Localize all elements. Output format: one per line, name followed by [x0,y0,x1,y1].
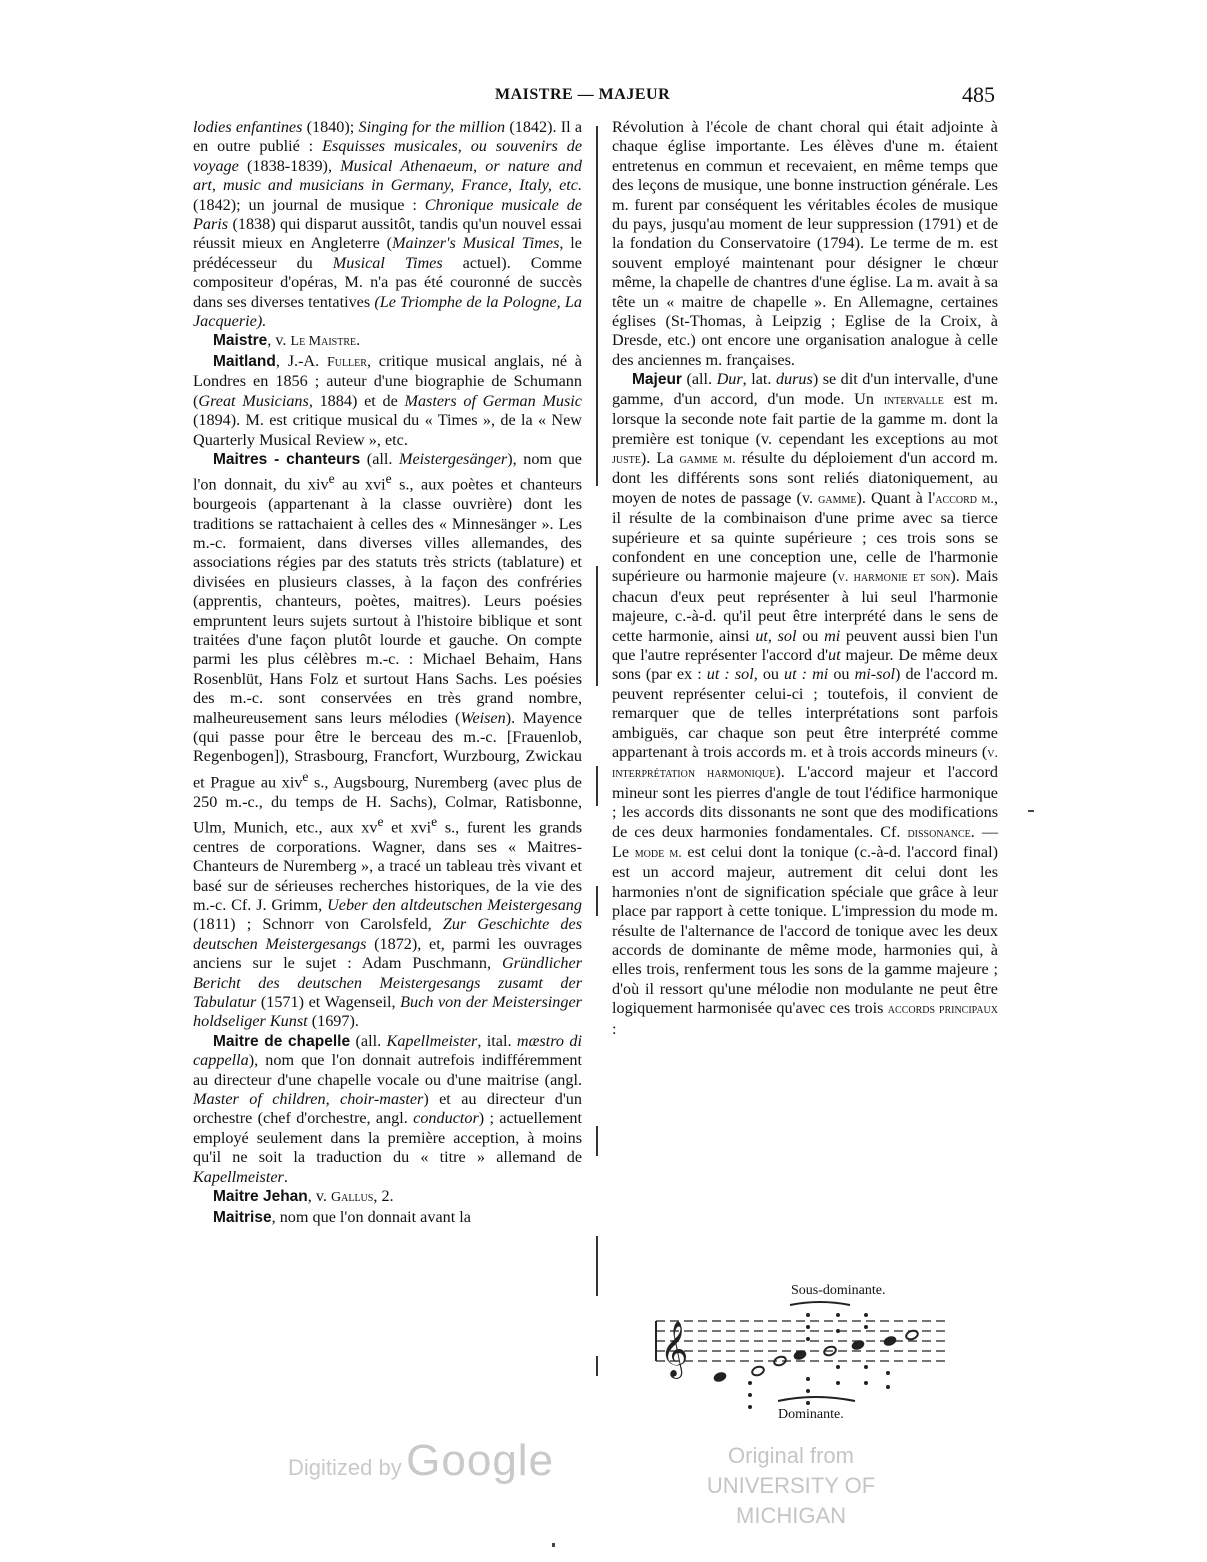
italic-text: ut : sol [706,665,754,684]
scan-speck [552,1543,555,1547]
entry-maitre-jehan [193,1187,582,1207]
italic-text: durus [775,370,813,389]
watermark-original-from: Original from [728,1443,854,1468]
entry-maitre-de-chapelle [193,1032,582,1187]
text-run: ) et au directeur d'un orchestre (chef d'orchestre, angl. [193,1090,582,1128]
text-run: (1697). [307,1012,359,1031]
subdominant-brace [790,1302,850,1305]
text-run: (1840); [302,118,359,136]
dominant-label: Dominante. [778,1407,844,1422]
text-run: au xvi [334,475,386,494]
text-run: actuel). Comme compositeur d'opéras, M. n'a pas été couronné de succès dans ses diverses tentatives [193,253,582,311]
running-header [0,82,1207,112]
text-run: ). Mais chacun d'eux peut représenter à lui seul l'harmonie majeure, c.-à-d. qu'il peut être interprété dans le sens de cette harmonie, ainsi [612,567,998,645]
text-run: et xvi [383,818,432,837]
right-column [612,118,998,1039]
cross-reference: juste [612,451,641,467]
cross-reference: gamme m. [679,451,736,467]
text-run: : [612,1019,617,1038]
text-run: (all. [360,449,400,468]
text-run: , v. [267,331,291,350]
text-run: , ital. [477,1031,517,1050]
text-run: , il résulte de la combinaison d'une prime avec sa tierce supérieure et sa quinte supérieure ; ces trois sons se confondent en une conception une, celle de l'harmonie supérieure ou harmonie majeure ( [612,488,998,586]
text-run: ). Quant à l' [856,488,936,507]
text-run: ). Mayence (qui passe pour être le berceau des m.-c. [Frauenlob, Regenbogen]), Strasbourg, Francfort, Wurzbourg, Zwickau et Prague au xiv [193,708,583,792]
italic-text: Meistergesänger [399,449,508,468]
text-run: (1872), et, parmi les ouvrages anciens sur le sujet : Adam Puschmann, [193,934,583,973]
italic-text: Chronique musicale de Paris [193,195,583,234]
google-logo: Google [406,1436,555,1485]
text-run: (all. [350,1031,387,1050]
entry-headword: Maitres - chanteurs [213,450,361,468]
text-run: (1842). Il a en outre publié : [193,118,583,156]
superscript: e [302,768,309,784]
dominant-brace [778,1397,855,1401]
italic-text: Esquisses musicales, ou souvenirs de voyage [193,137,583,175]
text-run: , J.-A. [275,351,327,370]
cross-reference: Le Maistre [290,334,357,350]
text-run: (1838) qui disparut aussitôt, tandis qu'un nouvel essai réussit mieux en Angleterre ( [193,215,582,253]
text-run: , ou [753,665,785,684]
left-column [193,118,582,1227]
cross-reference: accord m. [935,491,994,507]
cross-reference: v. harmonie et son [837,570,951,586]
text-run: , le prédécesseur du [193,234,582,272]
original-from-watermark [666,1441,916,1531]
text-run: . [356,331,361,350]
text-run: , [767,626,778,645]
text-run: s., aux poètes et chanteurs bourgeois (appartenant à la classe ouvrière) dont les traditions se rattachaient à celles des « Minnesänger ». Les m.-c. formaient, dans diverses villes allemandes, des associations régies par des statuts très stricts (tablature) et divisées en plusieurs classes, à la façon des confréries (apprentis, chanteurs, poètes, maitres). Leurs poésies empruntent leurs sujets surtout à l'histoire biblique et sont traitées d'une façon plutôt lourde et gauche. On compte parmi les plus célèbres m.-c. : Michael Behaim, Hans Rosenblüt, Hans Folz et surtout Hans Sachs. Les poésies des m.-c. sont conservées en très grand nombre, malheureusement sans leurs mélodies ( [193,475,583,727]
running-head-title: MAISTRE — MAJEUR [495,86,671,103]
italic-text: Kapellmeister [386,1031,478,1050]
text-run: ou [828,665,855,684]
entry-headword: Maitrise [213,1208,272,1226]
italic-text: Zur Geschichte des deutschen Meistergesangs [193,915,582,953]
subdominant-label: Sous-dominante. [791,1283,886,1298]
text-run: s., Augsbourg, Nuremberg (avec plus de 250 m.-c., du temps de H. Sachs), Colmar, Ratisbonne, Ulm, Munich, etc., aux xv [193,773,582,837]
watermark-digitized-by: Digitized by [288,1455,402,1480]
italic-text: ut [828,645,841,664]
italic-text: Ueber den altdeutschen Meistergesang [327,896,582,915]
text-run: , lat. [742,370,776,389]
digitized-by-google-watermark [288,1436,554,1486]
superscript: e [328,471,335,487]
text-run: (all. [681,370,717,389]
text-run: , v. [307,1187,331,1206]
page-number: 485 [962,82,995,107]
entry-headword: Maitland [213,352,276,370]
text-run: (1894). M. est critique musical du « Times », de la « New Quarterly Musical Review », etc. [193,411,582,449]
italic-text: Singing for the million [358,118,506,136]
entry-headword: Majeur [632,371,682,389]
entry-maitrise [193,1208,582,1227]
entry-mainzer-continuation [193,118,582,331]
entry-majeur [612,370,998,1039]
text-run: ), nom que l'on donnait, du xiv [193,449,582,494]
italic-text: Great Musicians, [198,391,313,410]
entry-maistre [193,331,582,351]
cross-reference: intervalle [883,392,944,408]
superscript: e [385,471,392,487]
small-caps-name: Fuller [326,354,367,370]
text-run: s., furent les grands centres de corporations. Wagner, dans ses « Maitres-Chanteurs de Nuremberg », a tracé un tableau très vivant et basé sur de sérieuses recherches historiques, de la vie des m.-c. Cf. J. Grimm, [193,818,583,915]
italic-text: Musical Times [332,253,443,272]
note [713,1371,727,1383]
italic-text: conductor [413,1109,479,1128]
italic-text: Gründlicher Bericht des deutschen Meistergesangs zusamt der Tabulatur [193,954,582,1012]
text-run: . [283,1167,288,1186]
italic-text: ut : mi [784,665,829,684]
superscript: e [431,814,438,829]
text-run: , 2. [373,1187,394,1206]
text-run: 1884) et de [312,391,405,410]
entry-maitrise-continuation: Révolution à l'école de chant choral qui était adjointe à chaque église importante. Les élèves d'une m. étaient entretenus en commun et recevaient, en même temps que des leçons de musique, une bonne instruction générale. Les m. furent par conséquent les véritables écoles de musique du pays, jusqu'au moment de leur suppression (1791) et de la fondation du Conservatoire (1794). Le terme de m. est souvent employé maintenant pour désigner le chœur même, la chapelle de chantres d'une église. La m. avait à sa tête un « maitre de chapelle ». En Allemagne, certaines églises (St-Thomas, à Leipzig ; Eglise de la Croix, à Dresde, etc.) ont encore une organisation analogue à celle des anciennes m. françaises. [612,118,998,369]
note [751,1365,765,1377]
italic-text: Dur [716,370,743,389]
italic-text: mæstro di cappella [193,1031,582,1070]
text-run: résulte du déploiement d'un accord m. dont les différents sons sont reliés diatoniquement, au moyen de notes de passage (v. [612,448,998,507]
cross-reference: Gallus [331,1190,374,1206]
cross-reference: dissonance [907,825,971,841]
text-run: (1842); un journal de musique : [193,195,425,214]
text-run: (1571) et Wagenseil, [256,993,401,1012]
text-run: ), nom que l'on donnait autrefois indifféremment au directeur d'une chapelle vocale ou d'une maitrise (angl. [193,1051,582,1089]
italic-text: mi [824,626,841,645]
text-run: (1811) ; Schnorr von Carolsfeld, [193,915,443,934]
text-run: ). L'accord majeur et l'accord mineur sont les pierres d'angle de tout l'édifice harmonique ; les accords dits dissonants ne sont que des modifications de ces deux harmonies fondamentales. Cf. [612,763,998,841]
text-run: ) de l'accord m. peuvent représenter celui-ci ; toutefois, il convient de remarquer que de telles interprétations sont parfois ambiguës, car chaque son peut être interprété comme appartenant à trois accords m. et à trois accords mineurs ( [612,665,999,761]
entry-headword: Maitre Jehan [213,1188,308,1206]
italic-text: Master of children, choir-master [193,1090,424,1109]
text-run: majeur. De même deux sons (par ex : [612,645,998,684]
italic-text: Buch von der Meistersinger holdseliger Kunst [193,993,582,1031]
entry-maitland [193,352,582,450]
cross-reference: v. interprétation harmonique [612,746,998,782]
italic-text: ut [755,626,768,645]
italic-text: Weisen [460,708,506,727]
text-run: , nom que l'on donnait avant la [271,1207,471,1226]
text-run: est celui dont la tonique (c.-à-d. l'accord final) est un accord majeur, autrement dit celui dont les harmonies n'ont de signification spéciale que grâce à leur place par rapport à cette tonique. L'impression du mode m. résulte de l'alternance de l'accord de tonique avec les deux accords de dominante de même mode, harmonies qui, à elles trois, renferment tous les sons de la gamme majeure ; d'où il ressort qu'une mélodie non modulante ne peut être logiquement harmonisée qu'avec ces trois [612,843,998,1018]
text-run: ) se dit d'un intervalle, d'une gamme, d'un accord, d'un mode. Un [612,370,998,408]
italic-text: Kapellmeister [193,1167,284,1186]
italic-text: lodies enfantines [193,118,303,136]
italic-text: Masters of German Music [404,391,582,410]
text-run: (1838-1839), [238,156,341,175]
cross-reference: mode m. [634,846,682,862]
entry-maitres-chanteurs [193,450,582,1032]
column-divider [596,126,598,1416]
italic-text: sol [777,626,797,645]
italic-text: Mainzer's Musical Times [392,234,560,253]
cross-reference: gamme [818,491,857,507]
text-run: ). La [640,448,680,467]
note [905,1329,919,1341]
text-run: peuvent aussi bien l'un que l'autre représenter l'accord d' [612,626,999,664]
note [773,1355,787,1367]
cross-reference: accords principaux [887,1002,998,1018]
italic-text: (Le Triomphe de la Pologne, La Jacquerie). [193,292,582,331]
watermark-institution: UNIVERSITY OF MICHIGAN [706,1473,876,1528]
text-run: ou [796,626,825,645]
text-run: . — Le [612,822,999,862]
scan-speck [1028,810,1034,812]
italic-text: mi-sol [854,665,896,684]
treble-clef-icon: 𝄞 [660,1321,689,1377]
text-run: , critique musical anglais, né à Londres en 1856 ; auteur d'une biographie de Schumann ( [193,351,582,410]
entry-headword: Maistre [213,332,268,350]
note [883,1335,897,1347]
text-run: est m. lorsque la seconde note fait partie de la gamme m. dont la première est tonique (v. cependant les exceptions au mot [612,389,998,448]
italic-text: Musical Athenaeum, or nature and art, music and musicians in Germany, France, Italy, etc. [193,156,582,195]
superscript: e [377,814,384,829]
text-run: ) ; actuellement employé seulement dans la première acception, à moins qu'il ne soit la traduction du « titre » allemand de [193,1109,582,1167]
entry-headword: Maitre de chapelle [213,1032,351,1050]
